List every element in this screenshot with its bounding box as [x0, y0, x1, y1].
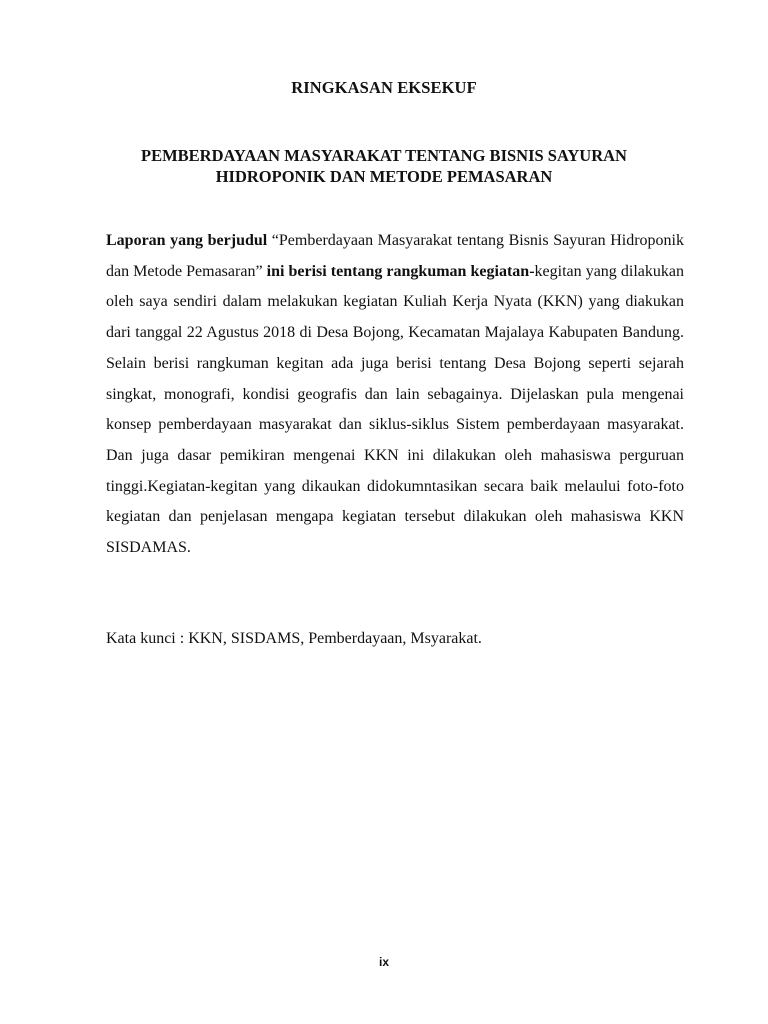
abstract-quoted-title: “Pemberdayaan Masyarakat tentang Bisnis Sayuran Hidroponik dan Metode Pemasaran” — [106, 232, 684, 280]
abstract-paragraph — [106, 226, 684, 564]
abstract-body: kegitan yang dilakukan oleh saya sendiri dalam melakukan kegiatan Kuliah Kerja Nyata (KKN) yang diakukan dari tanggal 22 Agustus 2018 di Desa Bojong, Kecamatan Majalaya Kabupaten Bandung. Selain berisi rangkuman kegitan ada juga berisi tentang Desa Bojong seperti sejarah singkat, monografi, kondisi geografis dan lain sebagainya. Dijelaskan pula mengenai konsep pemberdayaan masyarakat dan siklus-siklus Sistem pemberdayaan masyarakat. Dan juga dasar pemikiran mengenai KKN ini dilakukan oleh mahasiswa perguruan tinggi.Kegiatan-kegitan yang dikaukan didokumntasikan secara baik melaului foto-foto kegiatan dan penjelasan mengapa kegiatan tersebut dilakukan oleh mahasiswa KKN SISDAMAS. — [106, 262, 684, 557]
section-title: RINGKASAN EKSEKUF — [291, 78, 477, 97]
abstract-mid: ini berisi tentang rangkuman kegiatan- — [266, 262, 535, 280]
keywords: Kata kunci : KKN, SISDAMS, Pemberdayaan, Msyarakat. — [106, 630, 482, 647]
heading-line-2: HIDROPONIK DAN METODE PEMASARAN — [215, 167, 553, 186]
page-number: ix — [378, 955, 389, 969]
document-heading — [0, 145, 768, 187]
abstract-lead: Laporan yang berjudul — [106, 232, 268, 249]
heading-line-1: PEMBERDAYAAN MASYARAKAT TENTANG BISNIS SAYURAN — [141, 146, 627, 165]
